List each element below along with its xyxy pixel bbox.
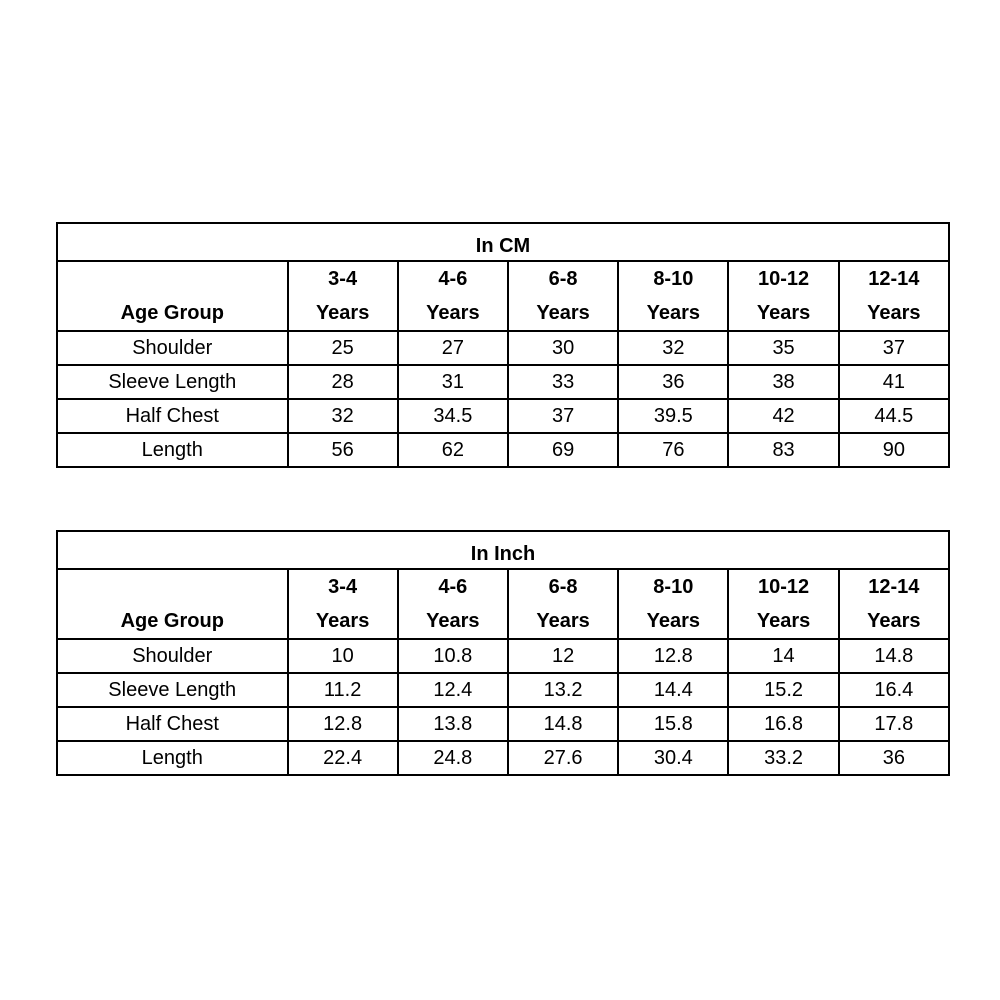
column-header (728, 569, 838, 639)
table-cell: 31 (398, 365, 508, 399)
column-header (728, 261, 838, 331)
table-header-row (57, 569, 949, 639)
table-cell: 14 (728, 639, 838, 673)
age-range: 8-10 (653, 576, 694, 598)
age-range: 3-4 (328, 576, 358, 598)
age-group-header: Age Group (57, 261, 288, 331)
table-header-row (57, 261, 949, 331)
age-unit: Years (536, 302, 590, 324)
age-range: 12-14 (868, 576, 920, 598)
table-cell: 32 (288, 399, 398, 433)
table-cell: 12 (508, 639, 618, 673)
size-chart-table-cm (56, 222, 950, 468)
age-range: 6-8 (548, 268, 578, 290)
table-row (57, 707, 949, 741)
table-cell: 37 (839, 331, 949, 365)
table-cell: 24.8 (398, 741, 508, 775)
table-row (57, 399, 949, 433)
table-row (57, 741, 949, 775)
row-label: Sleeve Length (57, 365, 288, 399)
row-label: Length (57, 433, 288, 467)
table-cell: 25 (288, 331, 398, 365)
table-cell: 15.2 (728, 673, 838, 707)
row-label: Sleeve Length (57, 673, 288, 707)
table-row (57, 365, 949, 399)
table-title: In Inch (57, 531, 949, 569)
table-cell: 30.4 (618, 741, 728, 775)
table-cell: 10 (288, 639, 398, 673)
age-unit: Years (867, 610, 921, 632)
table-cell: 33 (508, 365, 618, 399)
table-row (57, 673, 949, 707)
table-cell: 41 (839, 365, 949, 399)
table-cell: 32 (618, 331, 728, 365)
table-cell: 12.4 (398, 673, 508, 707)
table-cell: 14.8 (839, 639, 949, 673)
age-unit: Years (426, 302, 480, 324)
table-cell: 36 (839, 741, 949, 775)
column-header (618, 569, 728, 639)
age-unit: Years (536, 610, 590, 632)
column-header (839, 569, 949, 639)
table-cell: 10.8 (398, 639, 508, 673)
table-row (57, 639, 949, 673)
table-cell: 11.2 (288, 673, 398, 707)
table-cell: 37 (508, 399, 618, 433)
table-cell: 16.8 (728, 707, 838, 741)
table-cell: 62 (398, 433, 508, 467)
age-range: 12-14 (868, 268, 920, 290)
table-title-row (57, 223, 949, 261)
row-label: Length (57, 741, 288, 775)
table-cell: 14.4 (618, 673, 728, 707)
table-cell: 35 (728, 331, 838, 365)
table-cell: 28 (288, 365, 398, 399)
table-cell: 69 (508, 433, 618, 467)
table-row (57, 331, 949, 365)
column-header (288, 569, 398, 639)
column-header (839, 261, 949, 331)
table-cell: 15.8 (618, 707, 728, 741)
age-range: 4-6 (438, 268, 468, 290)
age-range: 10-12 (757, 576, 810, 598)
table-cell: 33.2 (728, 741, 838, 775)
table-cell: 36 (618, 365, 728, 399)
table-cell: 44.5 (839, 399, 949, 433)
age-range: 10-12 (757, 268, 810, 290)
table-title: In CM (57, 223, 949, 261)
row-label: Half Chest (57, 707, 288, 741)
column-header (508, 569, 618, 639)
age-unit: Years (426, 610, 480, 632)
table-cell: 38 (728, 365, 838, 399)
age-range: 6-8 (548, 576, 578, 598)
row-label: Shoulder (57, 639, 288, 673)
table-cell: 13.8 (398, 707, 508, 741)
column-header (618, 261, 728, 331)
table-cell: 13.2 (508, 673, 618, 707)
table-cell: 76 (618, 433, 728, 467)
age-range: 3-4 (328, 268, 358, 290)
row-label: Shoulder (57, 331, 288, 365)
table-cell: 16.4 (839, 673, 949, 707)
table-title-row (57, 531, 949, 569)
table-cell: 14.8 (508, 707, 618, 741)
row-label: Half Chest (57, 399, 288, 433)
age-group-header: Age Group (57, 569, 288, 639)
table-cell: 34.5 (398, 399, 508, 433)
table-cell: 56 (288, 433, 398, 467)
age-unit: Years (756, 610, 811, 632)
age-range: 8-10 (653, 268, 694, 290)
table-cell: 42 (728, 399, 838, 433)
table-cell: 90 (839, 433, 949, 467)
table-cell: 27.6 (508, 741, 618, 775)
age-unit: Years (646, 610, 701, 632)
table-row (57, 433, 949, 467)
column-header (508, 261, 618, 331)
age-unit: Years (315, 610, 370, 632)
table-cell: 17.8 (839, 707, 949, 741)
table-cell: 22.4 (288, 741, 398, 775)
age-unit: Years (315, 302, 370, 324)
age-range: 4-6 (438, 576, 468, 598)
table-cell: 12.8 (618, 639, 728, 673)
age-unit: Years (867, 302, 921, 324)
size-chart-table-inch (56, 530, 950, 776)
table-cell: 83 (728, 433, 838, 467)
age-unit: Years (646, 302, 701, 324)
age-unit: Years (756, 302, 811, 324)
table-cell: 27 (398, 331, 508, 365)
column-header (288, 261, 398, 331)
column-header (398, 261, 508, 331)
table-cell: 12.8 (288, 707, 398, 741)
column-header (398, 569, 508, 639)
table-cell: 30 (508, 331, 618, 365)
table-cell: 39.5 (618, 399, 728, 433)
